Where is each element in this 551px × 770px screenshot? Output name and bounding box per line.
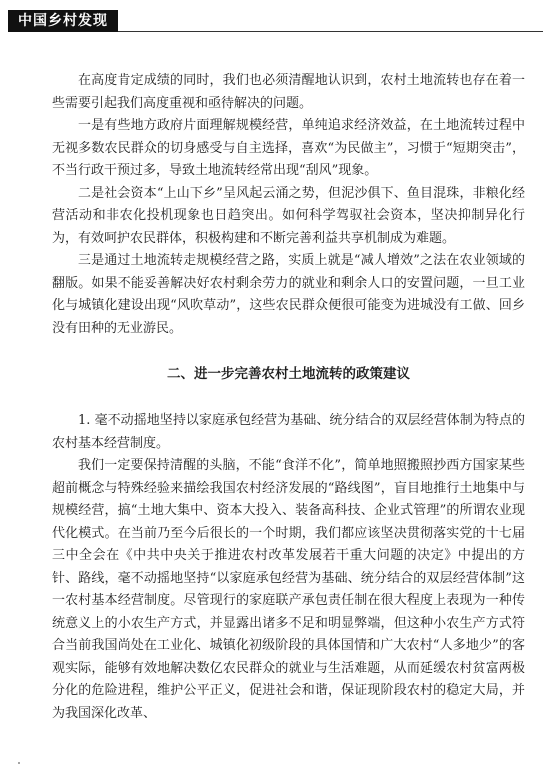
article-body bbox=[52, 70, 525, 725]
section-tag: 中国乡村发现 bbox=[8, 10, 118, 32]
paragraph: 三是通过土地流转走规模经营之路，实质上就是“减人增效”之法在农业领域的翻版。如果不能妥善解决好农村剩余劳力的就业和剩余人口的安置问题，一旦工业化与城镇化建设出现“风吹草动”，这些农民群众便很可能变为进城没有工做、回乡没有田种的无业游民。 bbox=[52, 253, 525, 336]
paragraph: 一是有些地方政府片面理解规模经营，单纯追求经济效益，在土地流转过程中无视多数农民群众的切身感受与自主选择，喜欢“为民做主”，习惯于“短期突击”，不当行政干预过多，导致土地流转经常出现“刮风”现象。 bbox=[52, 118, 525, 178]
header-divider bbox=[118, 31, 543, 32]
page-mark bbox=[18, 762, 20, 764]
paragraph: 二是社会资本“上山下乡”呈风起云涌之势，但泥沙俱下、鱼目混珠，非粮化经营活动和非农化投机现象也日趋突出。如何科学驾驭社会资本，坚决抑制异化行为，有效呵护农民群体，积极构建和不断完善利益共享机制成为难题。 bbox=[52, 185, 525, 246]
paragraph: 在高度肯定成绩的同时，我们也必须清醒地认识到，农村土地流转也存在着一些需要引起我们高度重视和亟待解决的问题。 bbox=[52, 73, 525, 111]
paragraph: 1. 毫不动摇地坚持以家庭承包经营为基础、统分结合的双层经营体制为特点的农村基本经营制度。 bbox=[52, 413, 525, 451]
paragraph: 我们一定要保持清醒的头脑，不能“食洋不化”，简单地照搬照抄西方国家某些超前概念与特殊经验来描绘我国农村经济发展的“路线图”，盲目地推行土地集中与规模经营，搞“土地大集中、资本大投入、装备高科技、企业式管理”的所谓农业现代化模式。在当前乃至今后很长的一个时期，我们都应该坚决贯彻落实党的十七届三中全会在《中共中央关于推进农村改革发展若干重大问题的决定》中提出的方针、路线，毫不动摇地坚持“以家庭承包经营为基础、统分结合的双层经营体制”这一农村基本经营制度。尽管现行的家庭联产承包责任制在很大程度上表现为一种传统意义上的小农生产方式，并显露出诸多不足和明显弊端，但这种小农生产方式符合当前我国尚处在工业化、城镇化初级阶段的具体国情和广大农村“人多地少”的客观实际，能够有效地解决数亿农民群众的就业与生活难题，从而延缓农村贫富两极分化的危险进程，维护公平正义，促进社会和谐，保证现阶段农村的稳定大局，并为我国深化改革、 bbox=[52, 458, 525, 721]
section-heading: 二、进一步完善农村土地流转的政策建议 bbox=[167, 366, 410, 382]
